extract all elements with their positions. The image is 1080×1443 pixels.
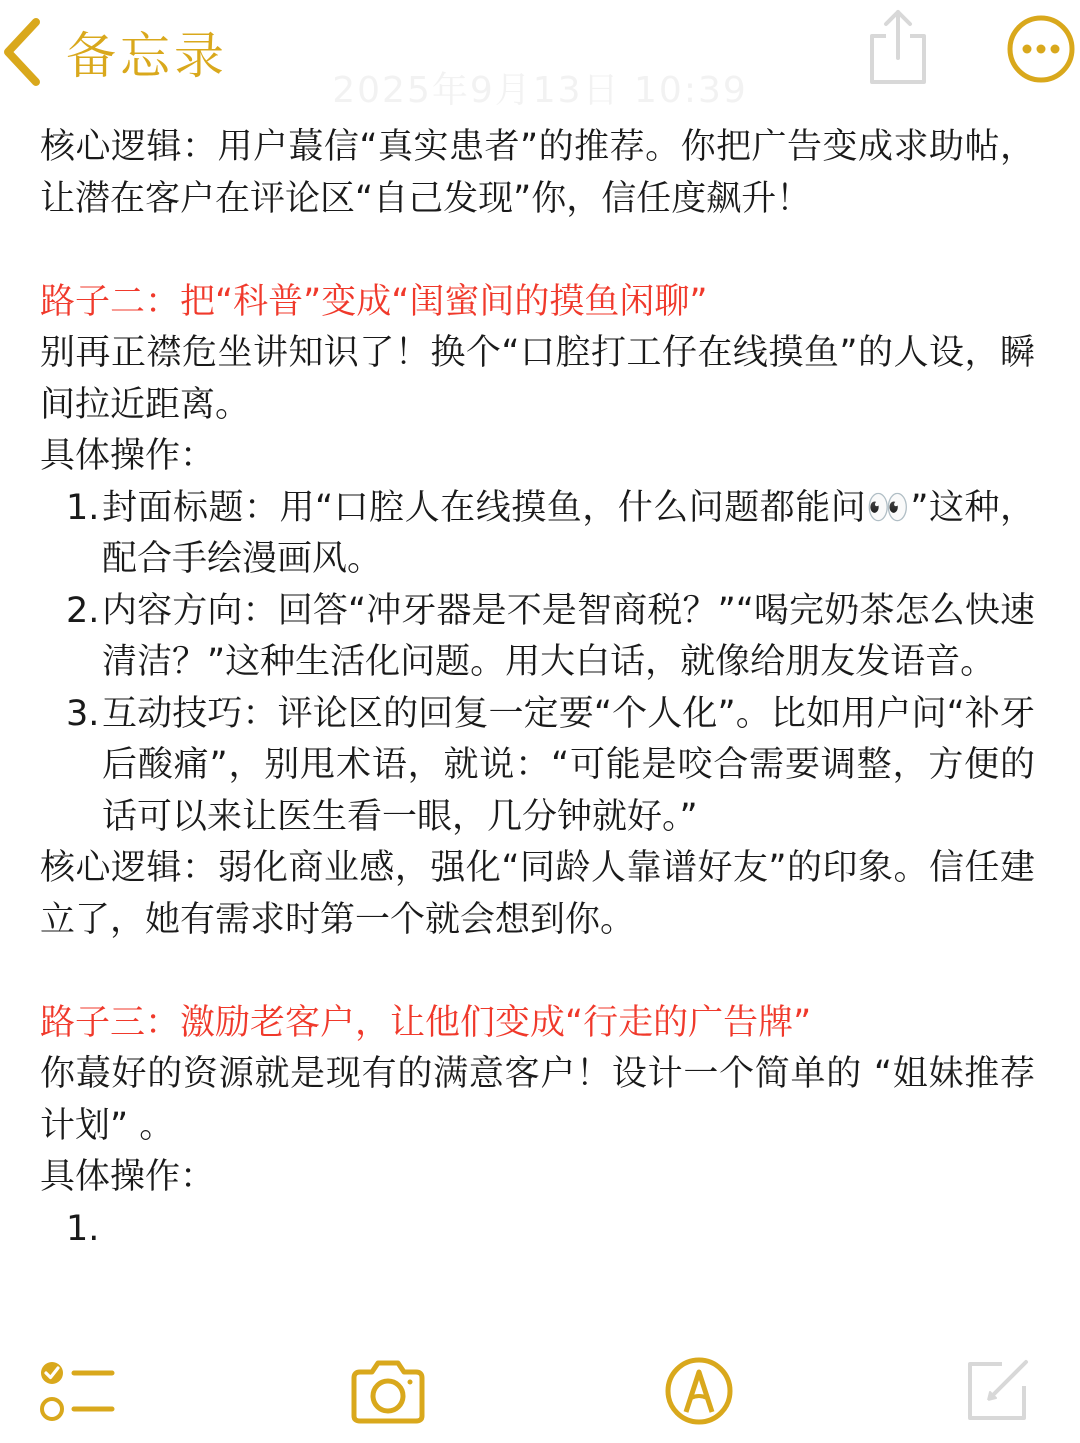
camera-button[interactable] (348, 1358, 428, 1426)
section-intro: 你蕞好的资源就是现有的满意客户！设计一个简单的 “姐妹推荐计划” 。 (40, 1054, 1035, 1146)
checklist-button[interactable] (38, 1358, 116, 1424)
section-intro: 别再正襟危坐讲知识了！换个“口腔打工仔在线摸鱼”的人设，瞬间拉近距离。 (40, 333, 1035, 425)
share-icon (862, 73, 934, 92)
back-button-label: 备忘录 (66, 27, 228, 85)
list-item-number: 2. (66, 590, 100, 631)
list-item-text: 封面标题：用“口腔人在线摸鱼，什么问题都能问👀”这种，配合手绘漫画风。 (102, 487, 1035, 579)
markup-button[interactable] (662, 1354, 736, 1428)
note-body[interactable] (40, 122, 1035, 1249)
more-button[interactable] (1006, 14, 1076, 84)
operations-list (40, 483, 1035, 844)
chevron-left-icon (0, 12, 46, 92)
list-item-number: 3. (66, 693, 100, 734)
blank-line (40, 946, 1035, 998)
operations-label: 具体操作： (40, 436, 216, 476)
bottom-toolbar (0, 1340, 1080, 1443)
share-button[interactable] (862, 6, 934, 88)
operations-label: 具体操作： (40, 1157, 216, 1197)
section-core-logic: 核心逻辑：弱化商业感，强化“同龄人靠谱好友”的印象。信任建立了，她有需求时第一个就会想到你。 (40, 848, 1035, 940)
list-item (40, 689, 1035, 844)
camera-icon (348, 1411, 428, 1430)
list-item-number: 1. (66, 1208, 100, 1249)
section-heading: 路子三：激励老客户，让他们变成“行走的广告牌” (40, 1002, 812, 1043)
intro-core-logic: 核心逻辑：用户蕞信“真实患者”的推荐。你把广告变成求助帖，让潜在客户在评论区“自己发现”你，信任度飙升！ (40, 127, 1035, 219)
note-date: 2025年9月13日 10:39 (332, 70, 748, 111)
section-heading: 路子二：把“科普”变成“闺蜜间的摸鱼闲聊” (40, 281, 708, 322)
list-item (40, 483, 1035, 586)
ellipsis-circle-icon (1006, 69, 1076, 88)
list-item-text: 互动技巧：评论区的回复一定要“个人化”。比如用户问“补牙后酸痛”，别甩术语，就说：“可能是咬合需要调整，方便的话可以来让医生看一眼，几分钟就好。” (102, 693, 1035, 837)
compose-icon (962, 1411, 1034, 1430)
compose-button[interactable] (962, 1354, 1034, 1426)
checklist-icon (38, 1409, 116, 1428)
back-button[interactable] (0, 12, 228, 92)
markup-pen-icon (662, 1413, 736, 1432)
list-item-number: 1. (66, 487, 100, 528)
blank-line (40, 225, 1035, 277)
list-item (40, 586, 1035, 689)
list-item-text: 内容方向：回答“冲牙器是不是智商税？”“喝完奶茶怎么快速清洁？”这种生活化问题。用大白话，就像给朋友发语音。 (102, 590, 1035, 682)
navigation-bar (0, 0, 1080, 110)
